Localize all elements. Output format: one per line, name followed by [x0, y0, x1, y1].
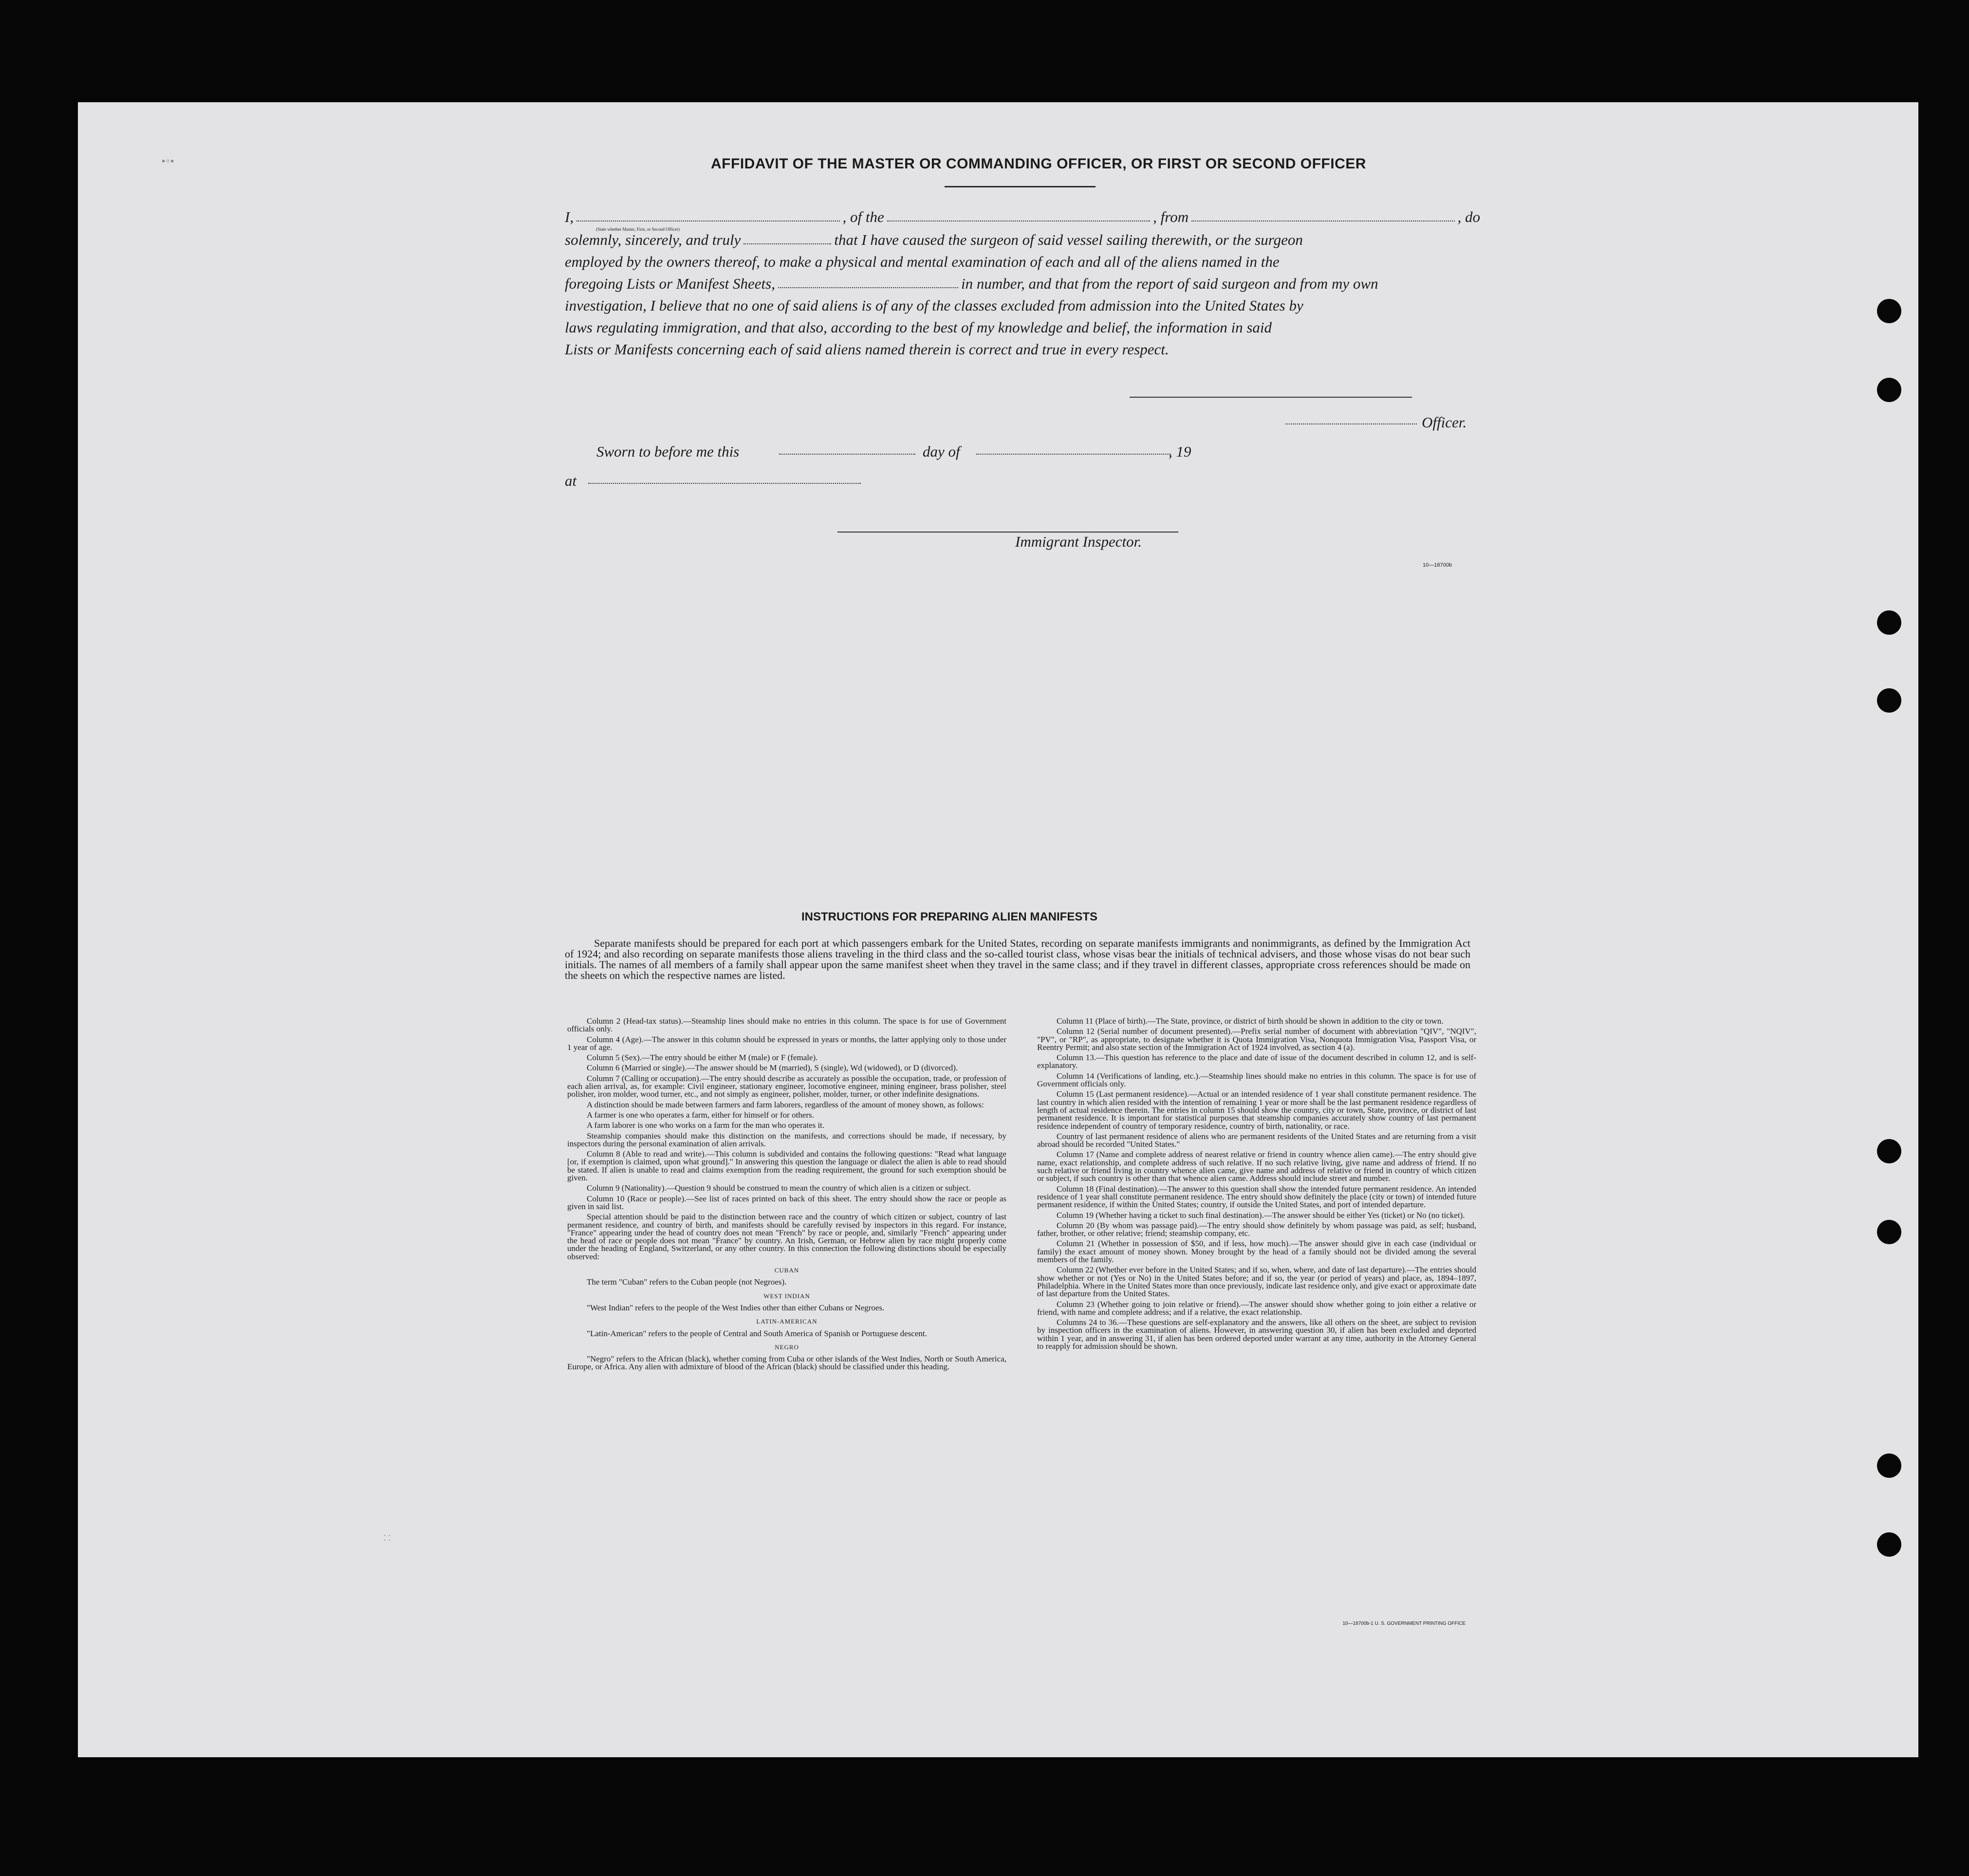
manifest-sheet [78, 102, 1918, 1757]
latin-american-heading: LATIN-AMERICAN [756, 1318, 817, 1325]
title-underline [945, 186, 1096, 187]
affidavit-line-2-end: that I have caused the surgeon of said vessel sailing therewith, or the surgeon [834, 231, 1303, 248]
instruction-paragraph: Column 10 (Race or people).—See list of races printed on back of this sheet. The entry should show the race or people as given in said list. [567, 1194, 1006, 1211]
instruction-paragraph: Column 5 (Sex).—The entry should be either M (male) or F (female). [587, 1053, 818, 1063]
instruction-paragraph: Special attention should be paid to the distinction between race and the country of which citizen or subject, country of last permanent residence, and country of birth, and manifests should be carefully revised by inspectors in this regard. For instance, "France" appearing under the head of country does not mean "French" by race or people, and, similarly "French" appearing under the head of race or people does not mean "France" by country. An Irish, German, or Hebrew alien by race might properly come under the heading of England, Switzerland, or any other country. In this connection the following distinctions should be especially observed: [567, 1212, 1006, 1261]
instruction-paragraph: Column 11 (Place of birth).—The State, province, or district of birth should be shown in addition to the city or town. [1057, 1016, 1444, 1026]
punch-hole [1877, 610, 1901, 635]
affidavit-title: AFFIDAVIT OF THE MASTER OR COMMANDING OFFICER, OR FIRST OR SECOND OFFICER [711, 156, 1366, 172]
instruction-paragraph: Column 23 (Whether going to join relative or friend).—The answer should show whether going to join either a relative or friend, with name and complete address; and if a relative, the exact relationship. [1037, 1299, 1476, 1317]
instructions-left-column [567, 1017, 1006, 1374]
sheet-count-blank[interactable] [778, 287, 958, 288]
instruction-paragraph: Column 7 (Calling or occupation).—The entry should describe as accurately as possible the occupation, trade, or profession of each alien arrival, as, for example: Civil engineer, stationary engineer, locomotive engineer, mining engineer, brass polisher, steel polisher, iron molder, wood turner, etc., and not simply as engineer, polisher, molder, turner, or other indefinite designations. [567, 1073, 1006, 1099]
affidavit-line-6: laws regulating immigration, and that also, according to the best of my knowledge and belief, the information in said [565, 319, 1272, 336]
instruction-paragraph: Column 15 (Last permanent residence).—Actual or an intended residence of 1 year shall constitute permanent residence. The last country in which alien resided with the intention of remaining 1 year or more shall be the last permanent residence regardless of length of actual residence therein. The entries in column 15 should show the country, city or town, State, province, or district of last permanent residence. It is important for statistical purposes that steamship companies accurately show country of last permanent residence independent of country of temporary residence, country of birth, nationality, or race. [1037, 1089, 1476, 1131]
affidavit-line-1 [565, 208, 1481, 232]
swear-affirm-blank[interactable] [743, 243, 831, 244]
instruction-paragraph: A distinction should be made between farmers and farm laborers, regardless of the amount of money shown, as follows: [587, 1100, 984, 1109]
officer-rank-hint: (State whether Master, First, or Second Officer) [596, 227, 680, 232]
sworn-day-of: day of [923, 443, 960, 460]
instruction-paragraph: Country of last permanent residence of aliens who are permanent residents of the United States and are returning from a visit abroad should be recorded "United States." [1037, 1131, 1476, 1149]
punch-hole [1877, 1532, 1901, 1557]
punch-hole [1877, 378, 1901, 402]
inspector-signature-line[interactable] [837, 532, 1178, 533]
instruction-paragraph: Column 20 (By whom was passage paid).—The entry should show definitely by whom passage was paid, as self; husband, father, brother, or other relative; friend; steamship company, etc. [1037, 1220, 1476, 1238]
instruction-paragraph: Column 13.—This question has reference to the place and date of issue of the document described in column 12, and is self-explanatory. [1037, 1053, 1476, 1070]
at-label: at [565, 472, 577, 489]
instruction-paragraph: Column 21 (Whether in possession of $50, and if less, how much).—The answer should give in each case (individual or family) the exact amount of money shown. Money brought by the head of a family should not be divided among the several members of the family. [1037, 1239, 1476, 1265]
inspector-label: Immigrant Inspector. [1015, 533, 1142, 550]
instructions-intro: Separate manifests should be prepared for each port at which passengers embark for the United States, recording on separate manifests immigrants and nonimmigrants, as defined by the Immigration Act of 1924; and also recording on separate manifests those aliens traveling in the third class and the so-called tourist class, whose visas bear the initials of technical advisers, and those whose visas do not bear such initials. The names of all members of a family shall appear upon the same manifest sheet when they travel in the same class; and if they travel in different classes, appropriate cross references should be made on the sheets on which the respective names are listed. [565, 937, 1470, 981]
officer-label: Officer. [1422, 414, 1467, 431]
officer-title-blank[interactable] [1285, 423, 1417, 424]
instruction-paragraph: Column 14 (Verifications of landing, etc.).—Steamship lines should make no entries in this column. The space is for use of Government officials only. [1037, 1071, 1476, 1089]
punch-hole [1877, 299, 1901, 323]
instruction-paragraph: Column 2 (Head-tax status).—Steamship lines should make no entries in this column. The space is for use of Government officials only. [567, 1016, 1006, 1034]
instruction-paragraph: Column 6 (Married or single).—The answer should be M (married), S (single), Wd (widowed), or D (divorced). [587, 1063, 958, 1073]
instructions-right-column [1037, 1017, 1476, 1353]
affidavit-line-5: investigation, I believe that no one of said aliens is of any of the classes excluded from admission into the United States by [565, 297, 1303, 314]
sworn-text: Sworn to before me this [596, 443, 740, 460]
cuban-heading: CUBAN [774, 1267, 799, 1274]
instruction-paragraph: Column 4 (Age).—The answer in this column should be expressed in years or months, the latter applying only to those under 1 year of age. [567, 1034, 1006, 1052]
affidavit-i: I, [565, 208, 574, 225]
punch-hole [1877, 1453, 1901, 1478]
cuban-definition: The term "Cuban" refers to the Cuban people (not Negroes). [587, 1277, 787, 1287]
instruction-paragraph: Column 9 (Nationality).—Question 9 should be construed to mean the country of which alien is a citizen or subject. [587, 1183, 971, 1193]
instruction-paragraph: Column 8 (Able to read and write).—This column is subdivided and contains the following questions: "Read what language [or, if exemption is claimed, upon what ground]." In answering this question the language or dialect the alien is able to read should be stated. If alien is unable to read and claims exemption from the reading requirement, the ground for such exemption should be given. [567, 1149, 1006, 1183]
at-place-blank[interactable] [588, 483, 861, 484]
affidavit-line-4-end: in number, and that from the report of said surgeon and from my own [961, 275, 1378, 292]
corner-stamp-mark: ▪▫▪ [162, 156, 175, 166]
sworn-month-blank[interactable] [976, 454, 1171, 455]
affidavit-line-2 [565, 232, 1480, 247]
punch-hole [1877, 1220, 1901, 1244]
instruction-paragraph: Column 12 (Serial number of document presented).—Prefix serial number of document with abbreviation "QIV", "NQIV", "PV", or "RP", as appropriate, to designate whether it is Quota Immigration Visa, Nonquota Immigration Visa, Passport Visa, or Reentry Permit; and also state section of the Immigration Act of 1924 involved, as section 4 (a). [1037, 1027, 1476, 1052]
instruction-paragraph: Column 19 (Whether having a ticket to such final destination).—The answer should be either Yes (ticket) or No (no ticket). [1057, 1210, 1465, 1220]
affidavit-line-2-start: solemnly, sincerely, and truly [565, 231, 741, 248]
speck-marks: ⁚ ⁚ [384, 1534, 391, 1543]
affidavit-line-4-start: foregoing Lists or Manifest Sheets, [565, 275, 775, 292]
instruction-paragraph: Columns 24 to 36.—These questions are self-explanatory and the answers, like all others on the sheet, are subject to revision by inspection officers in the examination of aliens. However, in answering question 30, if alien has been excluded and deported within 1 year, and in answering 31, if alien has been ordered deported under warrant at any time, authority in the Attorney General to reapply for admission should be shown. [1037, 1318, 1476, 1351]
west-indian-definition: "West Indian" refers to the people of the West Indies other than either Cubans or Negroes. [587, 1303, 885, 1312]
instruction-paragraph: Column 17 (Name and complete address of nearest relative or friend in country whence alien came).—The entry should give name, exact relationship, and complete address of such relative. If no such relative living, give name and address of friend. If no such relative or friend living in country whence alien came, give name and address of relative or friend in country of which citizen or subject, if such country is other than that whence alien came. Address should include street and number. [1037, 1150, 1476, 1183]
affidavit-form-code: 10—18700b [1423, 562, 1452, 568]
negro-definition: "Negro" refers to the African (black), whether coming from Cuba or other islands of the West Indies, North or South America, Europe, or Africa. Any alien with admixture of blood of the African (black) should be classified under this heading. [567, 1354, 1006, 1372]
instruction-paragraph: A farmer is one who operates a farm, either for himself or for others. [587, 1110, 814, 1120]
instruction-paragraph: A farm laborer is one who works on a farm for the man who operates it. [587, 1121, 825, 1130]
affidavit-line-7: Lists or Manifests concerning each of said aliens named therein is correct and true in every respect. [565, 341, 1169, 358]
instructions-title: INSTRUCTIONS FOR PREPARING ALIEN MANIFESTS [801, 910, 1097, 923]
sworn-year: , 19 [1169, 443, 1191, 460]
instruction-paragraph: Steamship companies should make this distinction on the manifests, and corrections should be made, if necessary, by inspectors during the personal examination of alien arrivals. [567, 1131, 1006, 1148]
affidavit-from: , from [1153, 208, 1189, 225]
printing-office-footer: 10—18700b-1 U. S. GOVERNMENT PRINTING OFFICE [1342, 1621, 1466, 1626]
affidavit-do: , do [1457, 208, 1481, 225]
negro-heading: NEGRO [775, 1343, 799, 1351]
affidavit-line-3: employed by the owners thereof, to make a physical and mental examination of each and all of the aliens named in the [565, 253, 1280, 270]
west-indian-heading: WEST INDIAN [763, 1292, 810, 1300]
instruction-paragraph: Column 22 (Whether ever before in the United States; and if so, when, where, and date of last departure).—The entries should show whether or not (Yes or No) in the United States before; and if so, the year (or period of years) and place, as, 1894–1897, Philadelphia. Where in the United States more than once previously, indicate last residence only, and give exact or approximate date of last departure from the United States. [1037, 1265, 1476, 1299]
affidavit-line-4 [565, 276, 1480, 291]
affidavit-of-the: , of the [842, 208, 884, 225]
instruction-paragraph: Column 18 (Final destination).—The answer to this question shall show the intended future permanent residence. An intended residence of 1 year shall constitute permanent residence. The entry should show definitely the place (city or town) of intended future permanent residence, if within the United States; country, if outside the United States, and port of intended departure. [1037, 1184, 1476, 1210]
punch-hole [1877, 1139, 1901, 1163]
officer-signature-line[interactable] [1130, 397, 1412, 398]
latin-american-definition: "Latin-American" refers to the people of Central and South America of Spanish or Portuguese descent. [587, 1328, 927, 1338]
sworn-day-blank[interactable] [779, 454, 915, 455]
punch-hole [1877, 688, 1901, 713]
